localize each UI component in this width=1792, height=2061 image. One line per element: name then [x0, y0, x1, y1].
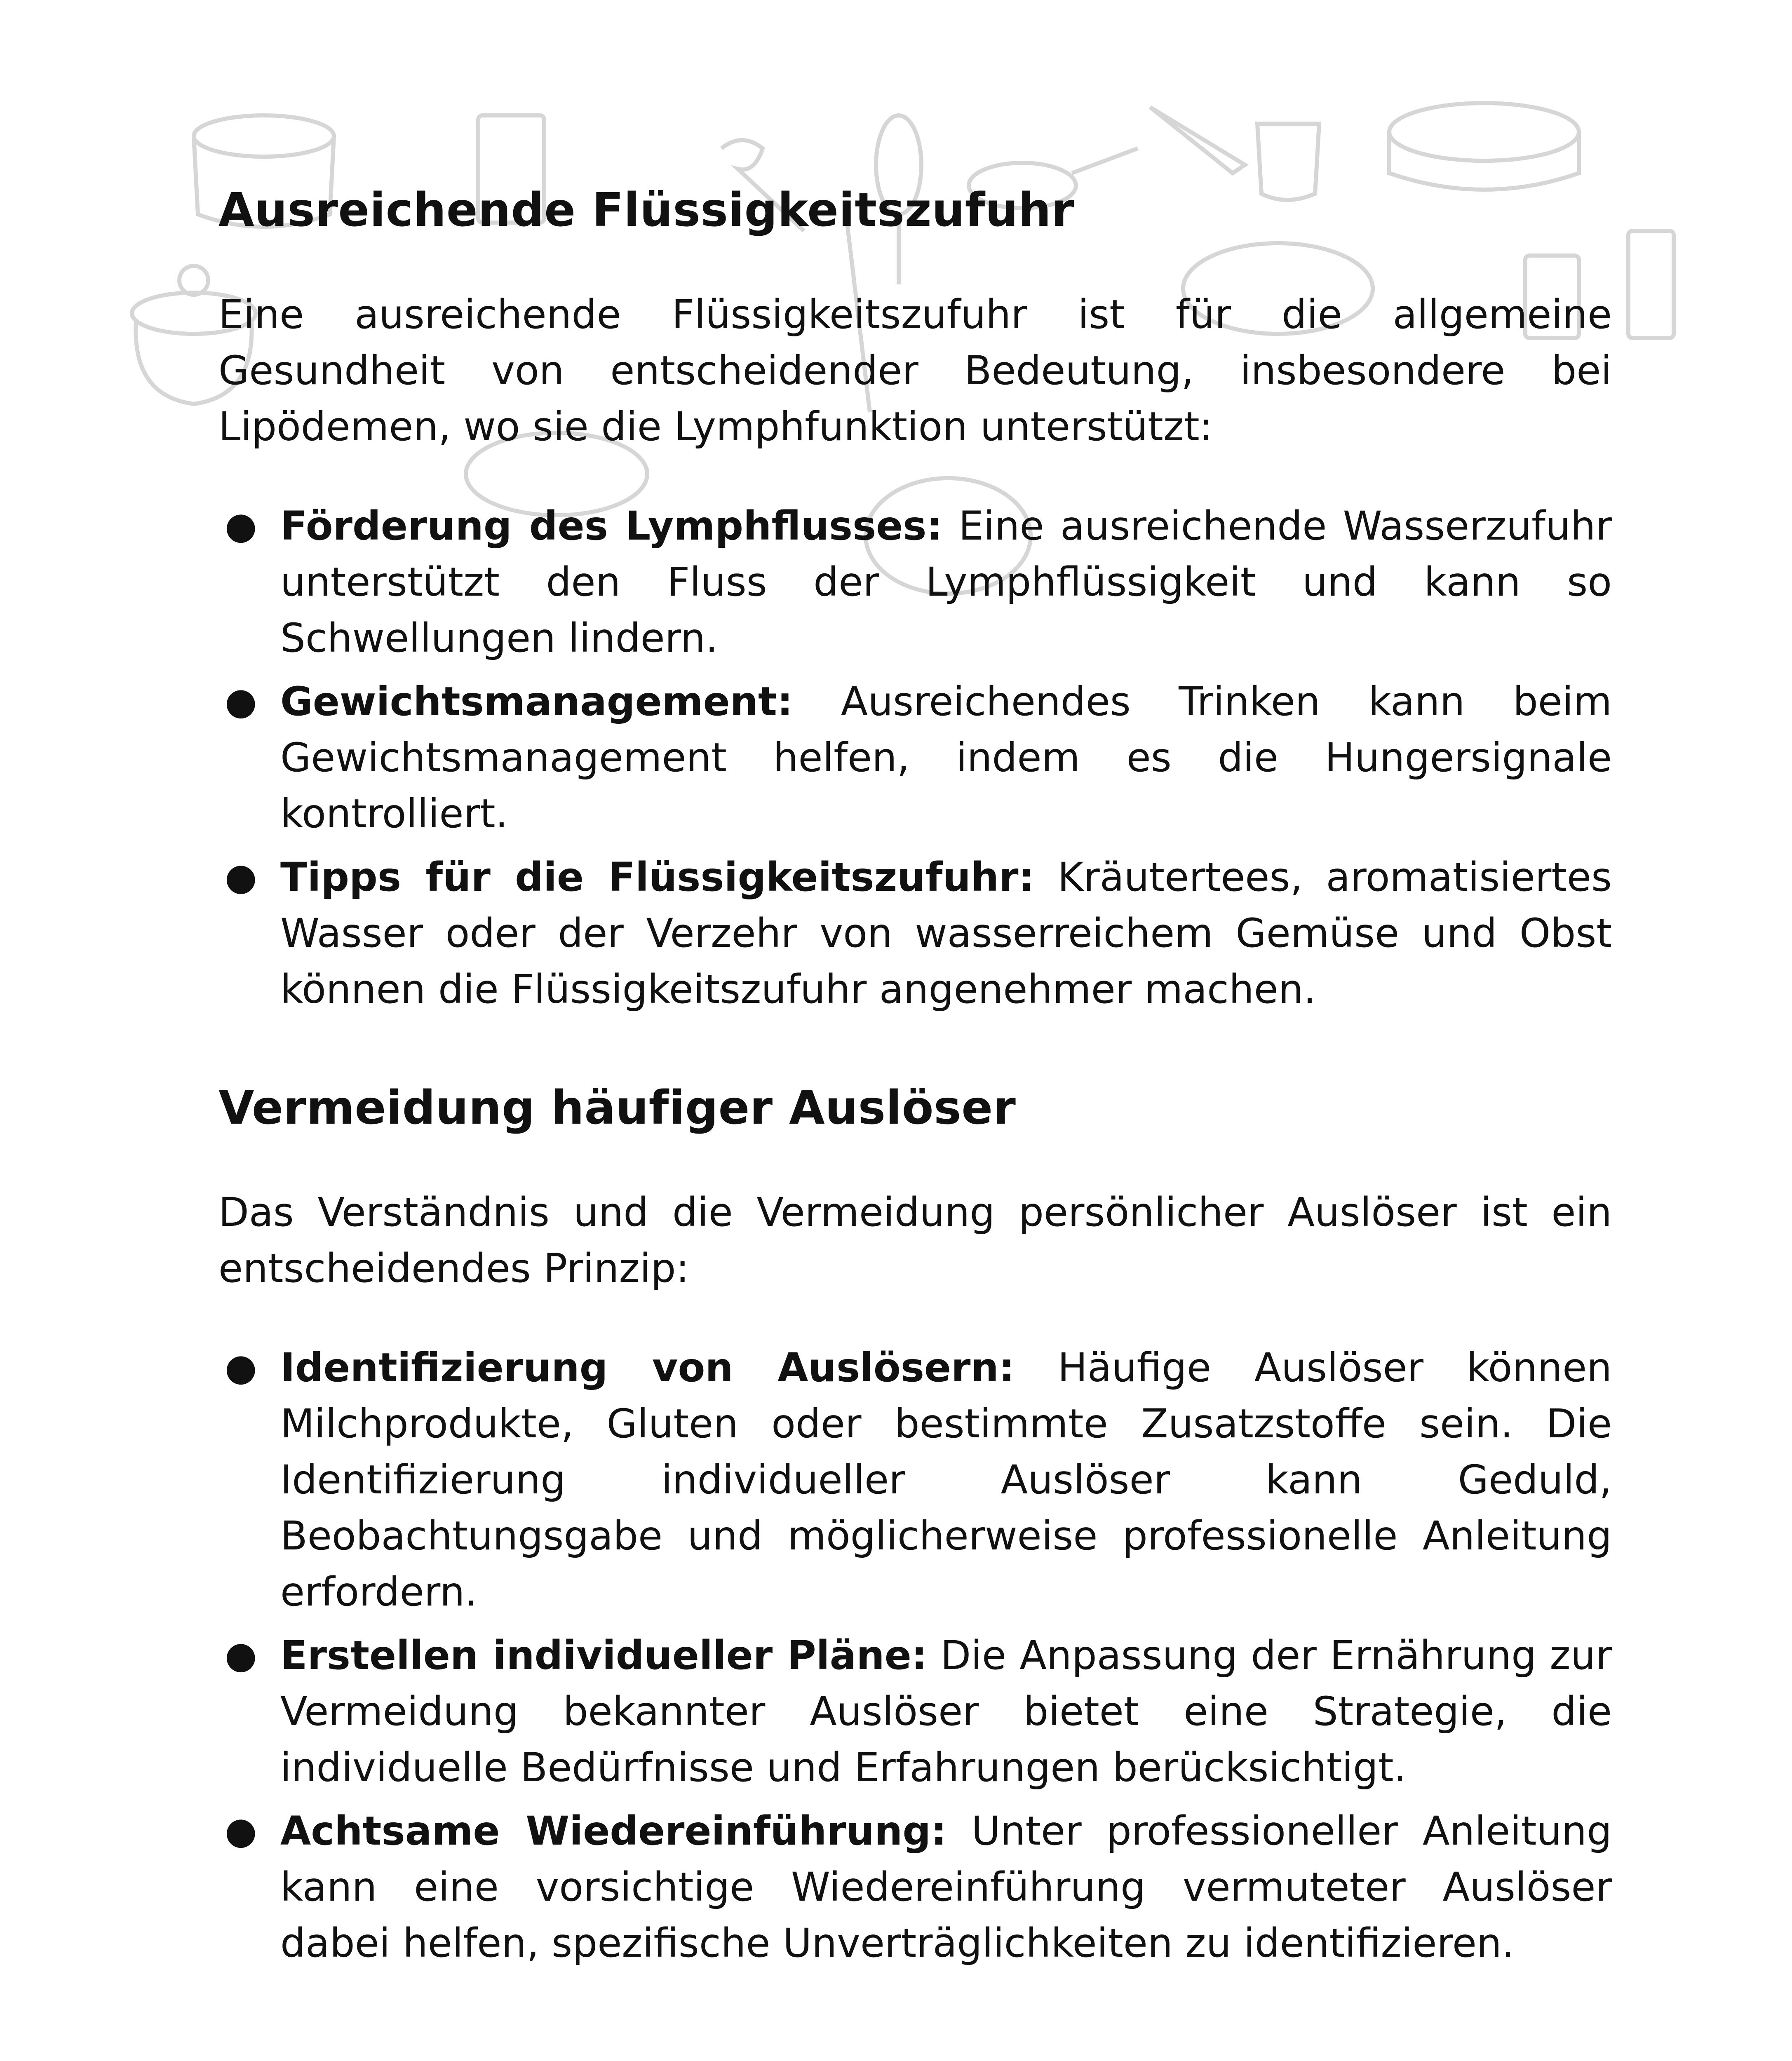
section-heading: Vermeidung häufiger Auslöser — [218, 1081, 1016, 1135]
list-item-text: Unter professioneller Anleitung kann eine vorsichtige Wiedereinführung vermuteter Auslöser dabei helfen, spezifische Unverträglichkeiten zu identifizieren. — [280, 1808, 1612, 1966]
section-intro: Das Verständnis und die Vermeidung persönlicher Auslöser ist ein entscheidendes Prinzip: — [218, 1189, 1612, 1291]
bullet-icon: ● — [225, 680, 257, 723]
list-item — [218, 849, 1612, 1017]
list-item-text: Die Anpassung der Ernährung zur Vermeidung bekannter Auslöser bietet eine Strategie, die individuelle Bedürfnisse und Erfahrungen berücksichtigt. — [280, 1632, 1612, 1791]
list-item-term: Gewichtsmanagement: — [280, 678, 793, 725]
grater-icon — [1628, 231, 1674, 338]
bullet-icon: ● — [225, 1634, 257, 1677]
list-item-term: Identifizierung von Auslösern: — [280, 1345, 1015, 1391]
list-item-text: Eine ausreichende Wasserzufuhr unterstützt den Fluss der Lymphflüssigkeit und kann so Schwellungen lindern. — [280, 503, 1612, 661]
list-item-text: Ausreichendes Trinken kann beim Gewichtsmanagement helfen, indem es die Hungersignale kontrolliert. — [280, 678, 1612, 837]
list-item — [218, 1627, 1612, 1796]
bullet-list — [218, 1340, 1612, 1971]
list-item — [218, 674, 1612, 842]
knife-icon — [1150, 107, 1245, 173]
bullet-icon: ● — [225, 504, 257, 547]
list-item-term: Förderung des Lymphflusses: — [280, 503, 942, 549]
list-item-text: Kräutertees, aromatisiertes Wasser oder der Verzehr von wasserreichem Gemüse und Obst können die Flüssigkeitszufuhr angenehmer machen. — [280, 854, 1612, 1012]
list-item-text: Häufige Auslöser können Milchprodukte, Gluten oder bestimmte Zusatzstoffe sein. Die Identifizierung individueller Auslöser kann Geduld, Beobachtungsgabe und möglicherweise professionelle Anleitung erfordern. — [280, 1345, 1612, 1615]
bullet-list — [218, 498, 1612, 1017]
list-item-term: Erstellen individueller Pläne: — [280, 1632, 928, 1678]
section-heading: Ausreichende Flüssigkeitszufuhr — [218, 183, 1075, 237]
bullet-icon: ● — [225, 855, 257, 899]
list-item-term: Tipps für die Flüssigkeitszufuhr: — [280, 854, 1034, 900]
list-item — [218, 498, 1612, 666]
section-hydration — [218, 181, 1612, 1017]
page-content — [218, 165, 1612, 1979]
list-item-term: Achtsame Wiedereinführung: — [280, 1808, 947, 1854]
bullet-icon: ● — [225, 1809, 257, 1852]
section-intro: Eine ausreichende Flüssigkeitszufuhr ist für die allgemeine Gesundheit von entscheidender Bedeutung, insbesondere bei Lipödemen, wo sie die Lymphfunktion unterstützt: — [218, 291, 1612, 450]
list-item — [218, 1803, 1612, 1971]
list-item — [218, 1340, 1612, 1620]
section-triggers — [218, 1079, 1612, 1971]
bullet-icon: ● — [225, 1346, 257, 1389]
